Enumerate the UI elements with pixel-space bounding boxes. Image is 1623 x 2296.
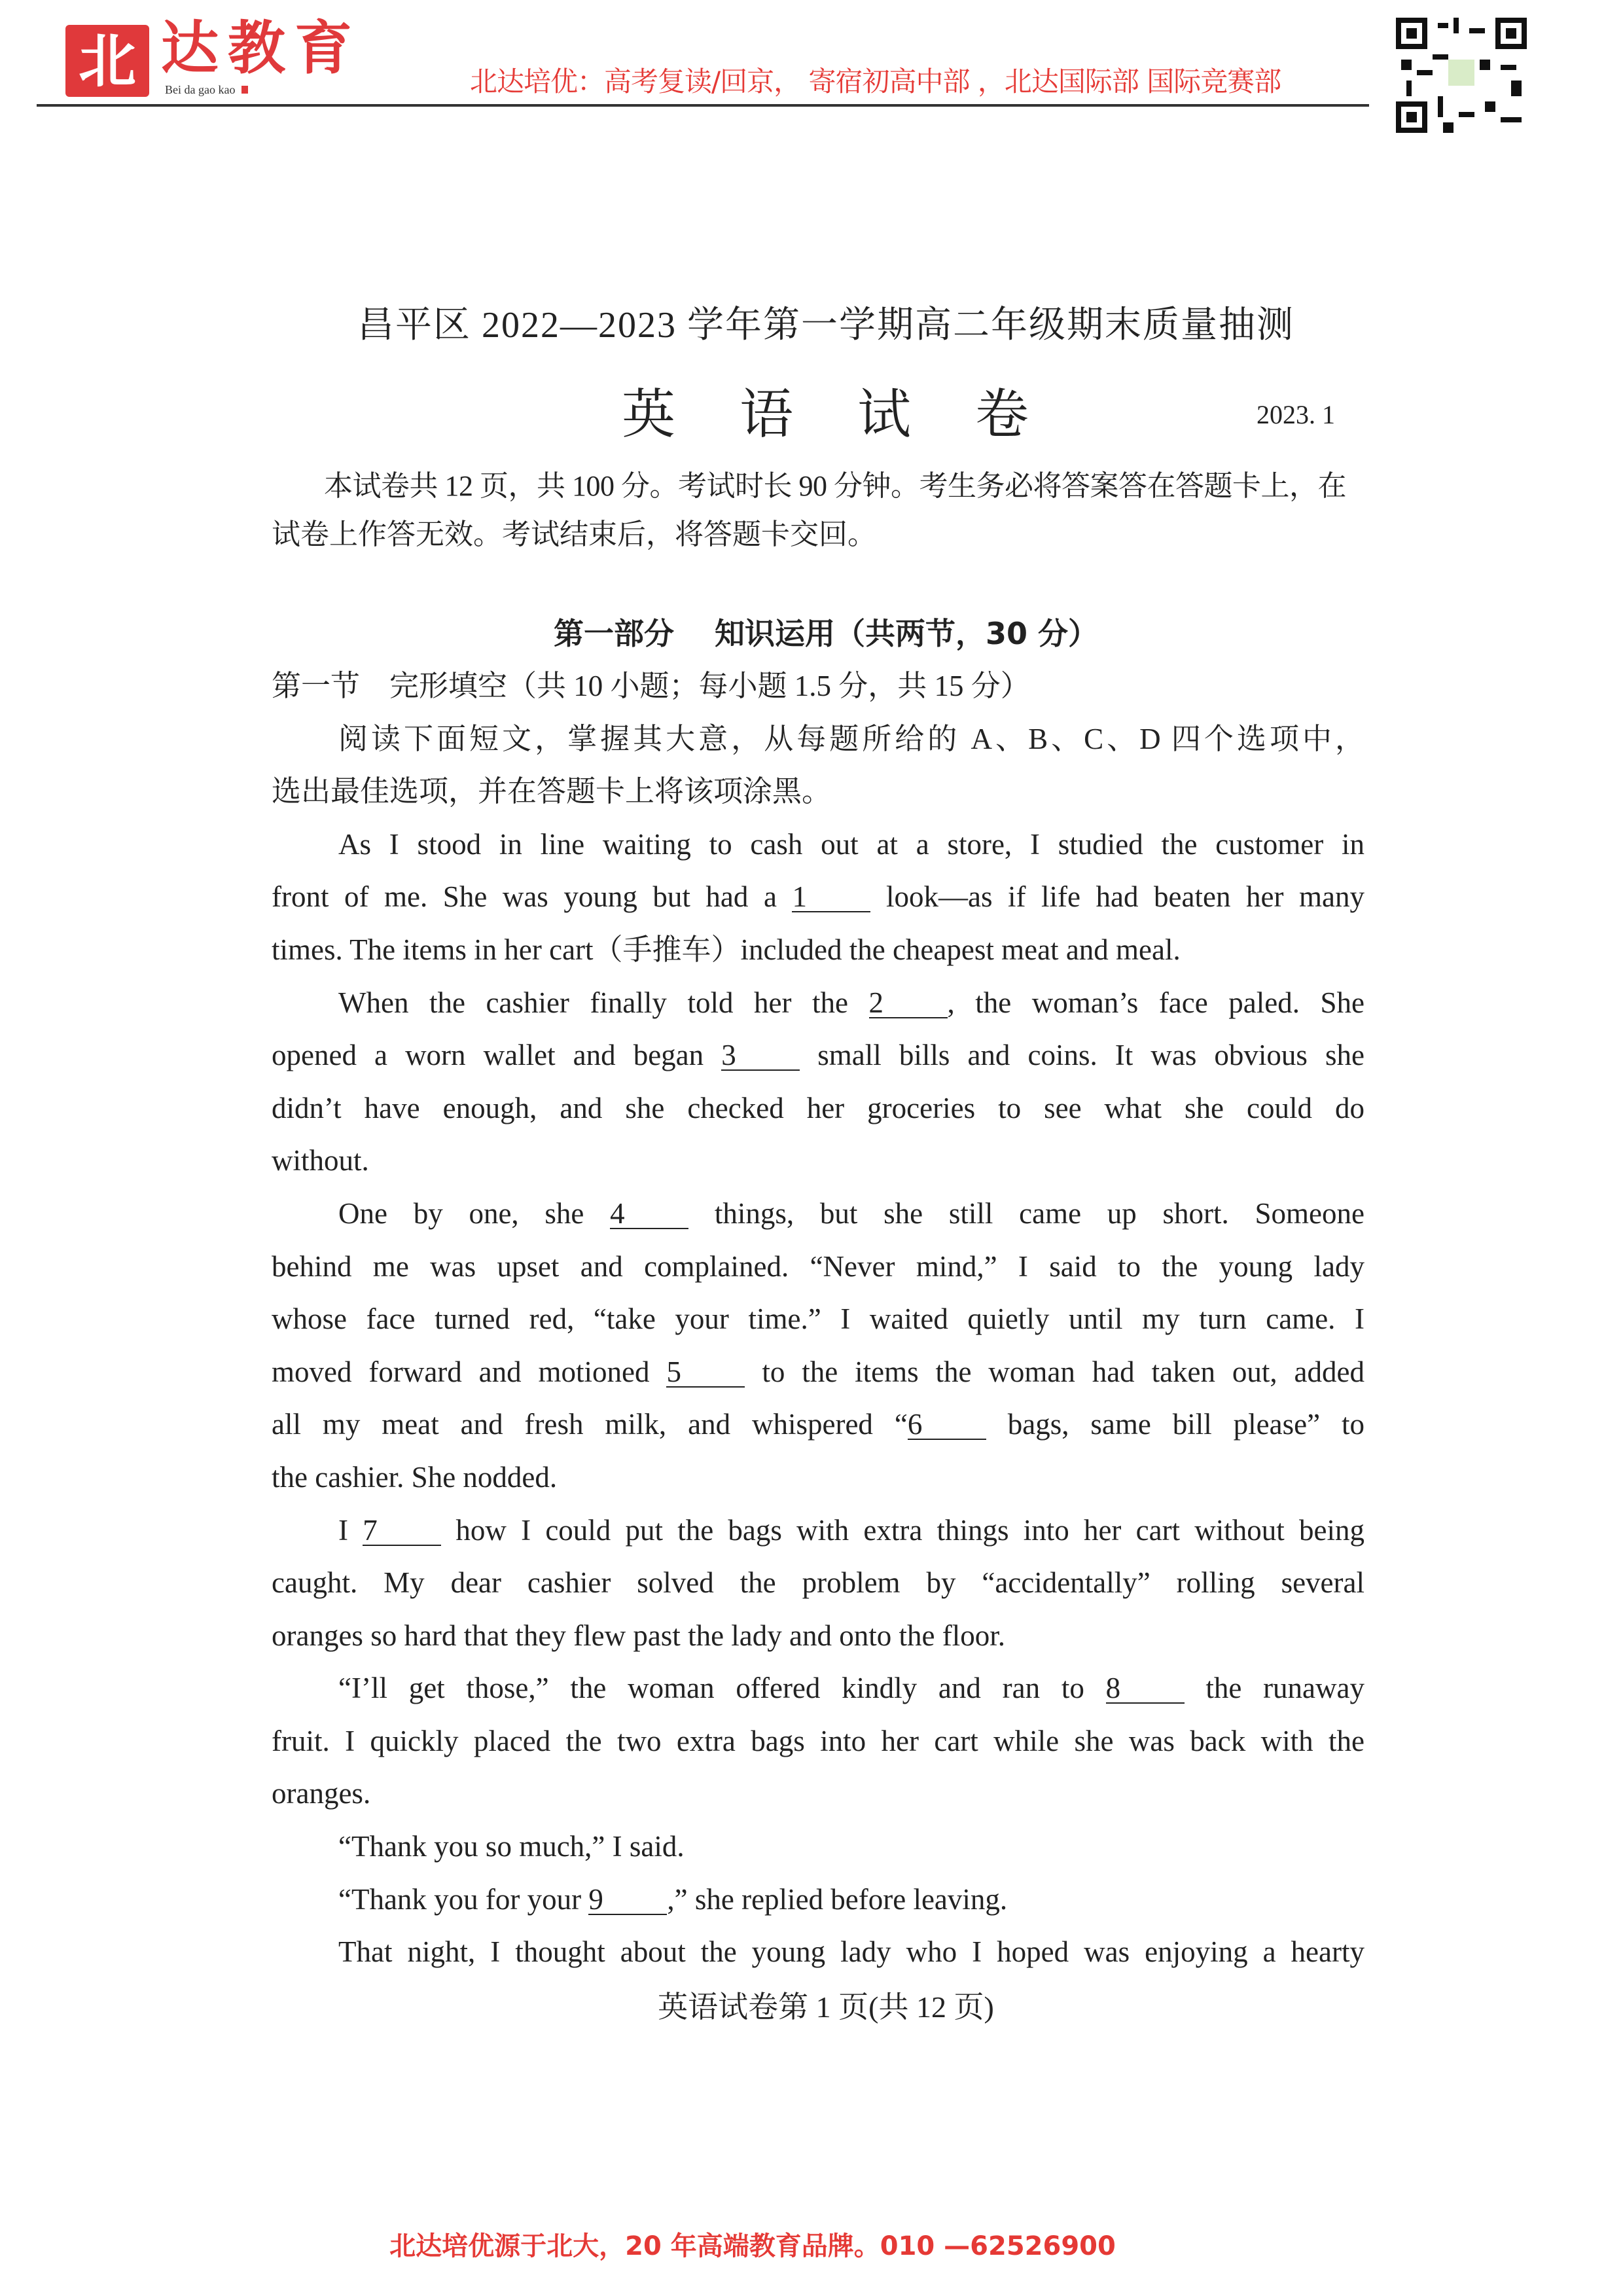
passage-text: 第一节 完形填空（共 10 小题；每小题 1.5 分，共 15 分） [272, 670, 1030, 702]
passage-text: oranges so hard that they flew past the lady and onto the floor. [272, 1619, 1005, 1652]
passage-text: “I’ll get those,” the woman offered kindly and ran to [338, 1672, 1106, 1705]
passage-text: 阅读下面短文，掌握其大意，从每题所给的 A、B、C、D 四个选项中， [338, 722, 1364, 755]
passage-text: without. [272, 1144, 369, 1177]
footer-slogan: 北达培优源于北大，20 年高端教育品牌。010 —62526900 [389, 2231, 1116, 2261]
passage-text: oranges. [272, 1777, 371, 1810]
passage-text: the cashier. She nodded. [272, 1460, 558, 1494]
header-divider [37, 104, 1369, 107]
passage-text: behind me was upset and complained. “Never mind,” I said to the young lady [272, 1249, 1364, 1283]
passage-text: moved forward and motioned [272, 1355, 667, 1388]
passage-text: “Thank you for your [338, 1882, 589, 1916]
passage-text: bags, same bill please” to [986, 1408, 1364, 1441]
answer-blank: 9 [588, 1885, 667, 1915]
passage-text: times. The items in her cart（手推车）included the cheapest meat and meal. [272, 933, 1181, 966]
passage-text: One by one, she [338, 1196, 611, 1230]
cloze-passage [272, 660, 1364, 1979]
passage-line [272, 1082, 1364, 1135]
exam-title: 昌平区 2022—2023 学年第一学期高二年级期末质量抽测 [357, 305, 1294, 346]
answer-blank: 8 [1106, 1674, 1185, 1704]
passage-text: small bills and coins. It was obvious she [800, 1039, 1364, 1072]
answer-blank: 1 [792, 882, 870, 912]
passage-line [272, 1609, 1364, 1662]
passage-line [272, 1662, 1364, 1715]
instructions-line: 试卷上作答无效。考试结束后，将答题卡交回。 [272, 518, 876, 550]
passage-line [272, 1029, 1364, 1082]
exam-date: 2023. 1 [1257, 400, 1335, 429]
passage-text: to the items the woman had taken out, added [745, 1355, 1365, 1388]
subject-title: 英语试卷 [622, 385, 1094, 444]
instructions-line: 本试卷共 12 页，共 100 分。考试时长 90 分钟。考生务必将答案答在答题卡上，在 [324, 470, 1346, 502]
passage-line [272, 1398, 1364, 1451]
passage-line [272, 660, 1364, 713]
passage-text: As I stood in line waiting to cash out at a store, I studied the customer in [338, 827, 1364, 861]
passage-line [272, 1873, 1364, 1926]
passage-text: opened a worn wallet and began [272, 1039, 722, 1072]
passage-text: When the cashier finally told her the [338, 986, 869, 1019]
answer-blank: 3 [721, 1041, 800, 1071]
logo-mark: 北 [65, 25, 149, 97]
passage-line [272, 1504, 1364, 1557]
passage-text: all my meat and fresh milk, and whispered “ [272, 1408, 908, 1441]
passage-line [272, 818, 1364, 871]
page-number: 英语试卷第 1 页(共 12 页) [658, 1990, 994, 2024]
answer-blank: 5 [666, 1357, 745, 1388]
passage-line [272, 1926, 1364, 1979]
answer-blank: 4 [610, 1199, 688, 1229]
passage-text: didn’t have enough, and she checked her groceries to see what she could do [272, 1091, 1364, 1124]
passage-text: things, but she still came up short. Someone [688, 1196, 1364, 1230]
passage-text: how I could put the bags with extra things into her cart without being [441, 1513, 1364, 1547]
passage-line [272, 1820, 1364, 1873]
passage-text: front of me. She was young but had a [272, 880, 793, 914]
passage-text: the runaway [1184, 1672, 1364, 1705]
passage-line [272, 1240, 1364, 1293]
passage-text: “Thank you so much,” I said. [338, 1830, 685, 1863]
passage-line [272, 1346, 1364, 1399]
qr-code-icon [1396, 18, 1527, 133]
answer-blank: 2 [869, 988, 948, 1018]
passage-line [272, 1134, 1364, 1187]
passage-text: caught. My dear cashier solved the problem by “accidentally” rolling several [272, 1566, 1364, 1600]
passage-line [272, 1187, 1364, 1240]
passage-line [272, 1293, 1364, 1346]
logo-text: 达教育 [161, 14, 362, 82]
section-heading: 第一部分 知识运用（共两节，30 分） [553, 616, 1099, 651]
passage-text: I [338, 1513, 363, 1547]
passage-line [272, 1767, 1364, 1820]
logo-subtitle: Bei da gao kao [165, 82, 248, 97]
passage-line [272, 713, 1364, 766]
passage-line [272, 1715, 1364, 1768]
answer-blank: 7 [363, 1516, 441, 1546]
passage-line [272, 1556, 1364, 1609]
header-slogan: 北达培优：高考复读/回京， 寄宿初高中部 ，北达国际部 国际竞赛部 [470, 65, 1281, 98]
passage-line [272, 1451, 1364, 1504]
passage-text: whose face turned red, “take your time.” I waited quietly until my turn came. I [272, 1302, 1364, 1336]
passage-line [272, 870, 1364, 924]
passage-text: , the woman’s face paled. She [947, 986, 1364, 1019]
answer-blank: 6 [908, 1410, 986, 1440]
passage-line [272, 924, 1364, 977]
passage-text: fruit. I quickly placed the two extra bags into her cart while she was back with the [272, 1724, 1364, 1757]
passage-line [272, 977, 1364, 1030]
passage-line [272, 765, 1364, 818]
passage-text: ,” she replied before leaving. [667, 1882, 1008, 1916]
passage-text: 选出最佳选项，并在答题卡上将该项涂黑。 [272, 775, 832, 808]
passage-text: That night, I thought about the young lady who I hoped was enjoying a hearty [338, 1935, 1364, 1969]
passage-text: look—as if life had beaten her many [870, 880, 1364, 914]
